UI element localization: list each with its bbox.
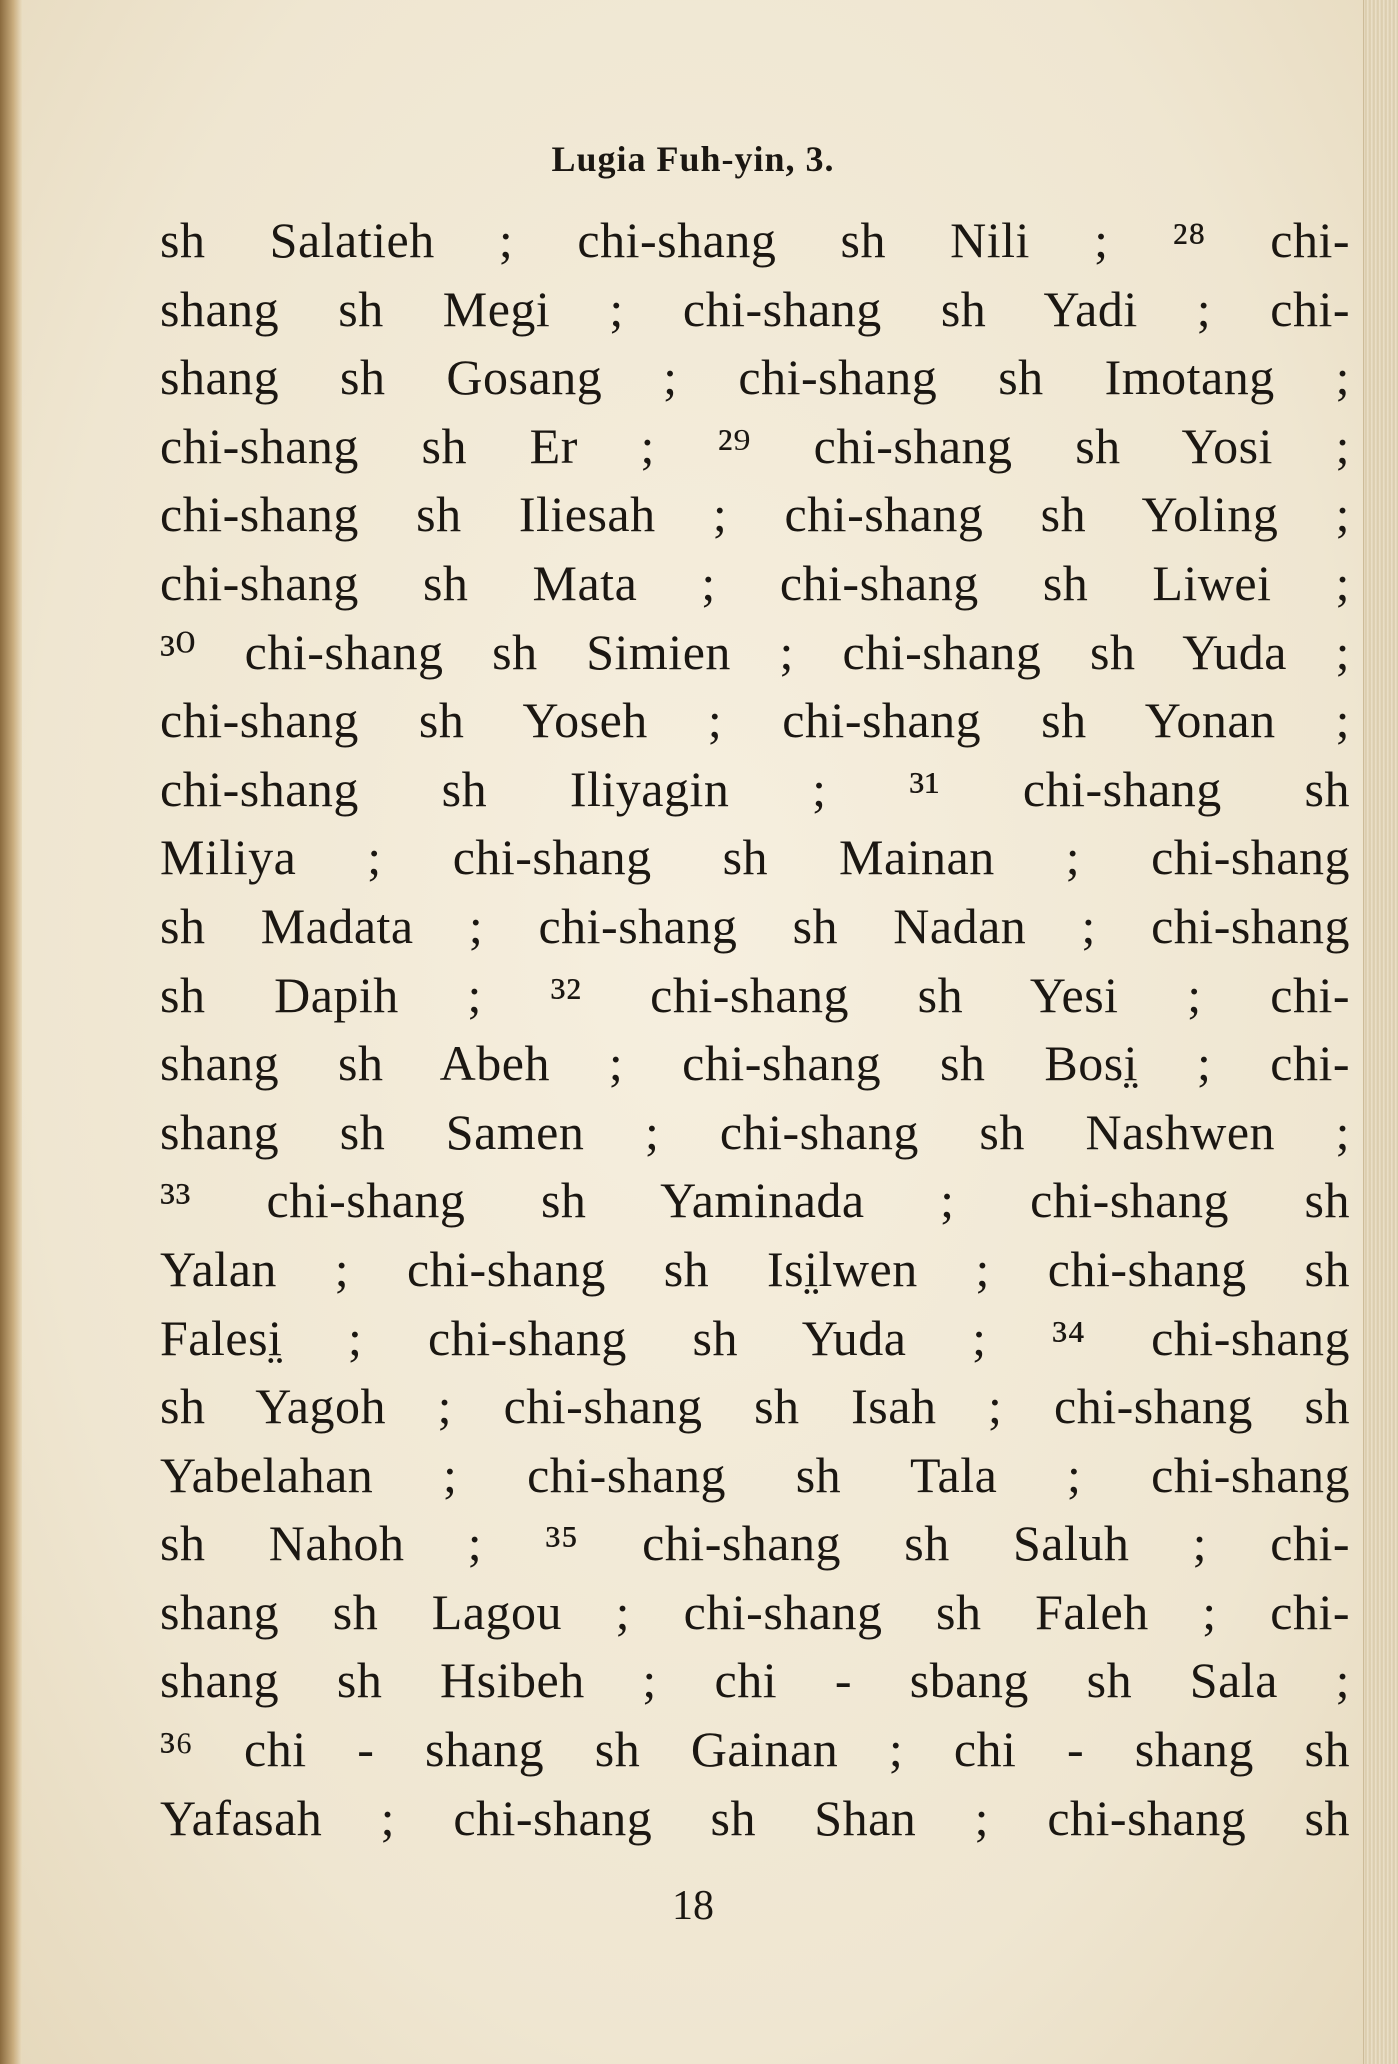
text-line: chi-shang sh Yoseh ; chi-shang sh Yonan ; [160, 692, 1350, 749]
text-line: Miliya ; chi-shang sh Mainan ; chi-shang [160, 829, 1350, 886]
body-text [160, 206, 1350, 1852]
text-line: shang sh Hsibeh ; chi - sbang sh Sala ; [160, 1652, 1350, 1709]
text-line: Falesi̤ ; chi-shang sh Yuda ; ³⁴ chi-shang [160, 1309, 1350, 1366]
running-head: Lugia Fuh-yin, 3. [551, 139, 835, 179]
text-line: chi-shang sh Iliyagin ; ³¹ chi-shang sh [160, 760, 1350, 817]
text-line: sh Dapih ; ³² chi-shang sh Yesi ; chi- [160, 966, 1350, 1023]
text-line: shang sh Abeh ; chi-shang sh Bosi̤ ; chi- [160, 1035, 1350, 1092]
text-line: sh Yagoh ; chi-shang sh Isah ; chi-shang sh [160, 1378, 1350, 1435]
text-line: shang sh Samen ; chi-shang sh Nashwen ; [160, 1103, 1350, 1160]
text-line: Yafasah ; chi-shang sh Shan ; chi-shang sh [160, 1789, 1350, 1846]
text-line: chi-shang sh Iliesah ; chi-shang sh Yoling ; [160, 486, 1350, 543]
text-line: chi-shang sh Mata ; chi-shang sh Liwei ; [160, 554, 1350, 611]
text-line: sh Salatieh ; chi-shang sh Nili ; ²⁸ chi- [160, 212, 1350, 268]
text-line: sh Nahoh ; ³⁵ chi-shang sh Saluh ; chi- [160, 1515, 1350, 1572]
text-line: shang sh Lagou ; chi-shang sh Faleh ; chi- [160, 1583, 1350, 1640]
book-spine [0, 0, 22, 2064]
text-line: Yabelahan ; chi-shang sh Tala ; chi-shang [160, 1446, 1350, 1503]
text-line: sh Madata ; chi-shang sh Nadan ; chi-shang [160, 897, 1350, 954]
text-line: shang sh Megi ; chi-shang sh Yadi ; chi- [160, 280, 1350, 337]
text-line: chi-shang sh Er ; ²⁹ chi-shang sh Yosi ; [160, 417, 1350, 474]
book-page [22, 0, 1364, 2064]
text-line: ³⁰ chi-shang sh Simien ; chi-shang sh Yuda ; [160, 623, 1350, 680]
text-line: Yalan ; chi-shang sh Isi̤lwen ; chi-shang sh [160, 1240, 1350, 1297]
page-edges [1363, 0, 1398, 2064]
text-line: ³⁶ chi - shang sh Gainan ; chi - shang sh [160, 1721, 1350, 1778]
text-line: shang sh Gosang ; chi-shang sh Imotang ; [160, 349, 1350, 406]
text-line: ³³ chi-shang sh Yaminada ; chi-shang sh [160, 1172, 1350, 1229]
page-number: 18 [672, 1883, 714, 1929]
